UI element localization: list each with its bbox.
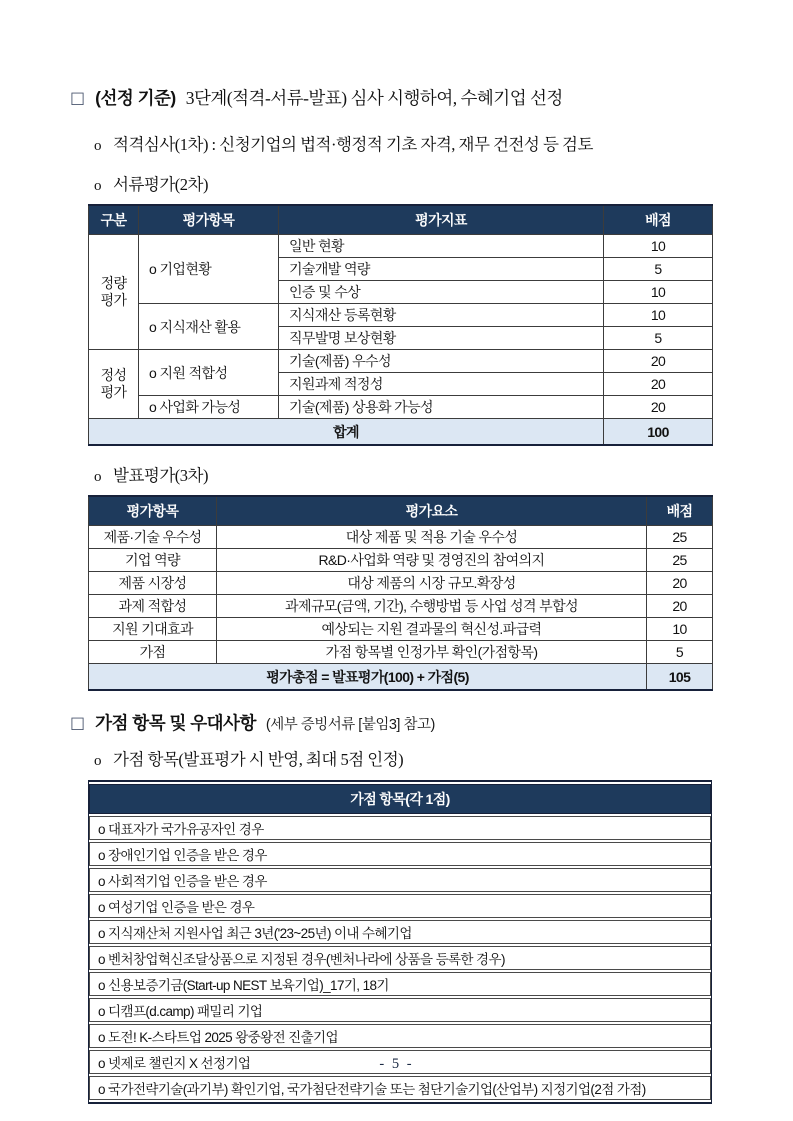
eval-factor-cell: 예상되는 지원 결과물의 혁신성.파급력 — [217, 618, 647, 641]
group-qualitative: 정성평가 — [89, 350, 139, 419]
points-cell: 10 — [604, 281, 713, 304]
table-row — [89, 235, 713, 258]
indicator-cell: 일반 현황 — [279, 235, 604, 258]
table-row — [89, 998, 711, 1022]
eval-item-cell: 제품·기술 우수성 — [89, 526, 217, 549]
points-cell: 25 — [647, 549, 713, 572]
bullet-eligibility-text: 적격심사(1차) : 신청기업의 법적·행정적 기초 자격, 재무 건전성 등 검토 — [113, 135, 593, 154]
total-label: 합계 — [89, 419, 604, 446]
header-bonus-items: 가점 항목(각 1점) — [89, 784, 711, 814]
table-row — [89, 549, 713, 572]
indicator-cell: 직무발명 보상현황 — [279, 327, 604, 350]
bonus-item-cell: o 디캠프(d.camp) 패밀리 기업 — [89, 998, 711, 1022]
indicator-cell: 지식재산 등록현황 — [279, 304, 604, 327]
screening-evaluation-table — [88, 204, 713, 446]
table-row — [89, 868, 711, 892]
eval-item-cell: 가점 — [89, 641, 217, 664]
total-row — [89, 419, 713, 446]
bullet-presentation-text: 발표평가(3차) — [113, 466, 208, 485]
group-quantitative: 정량평가 — [89, 235, 139, 350]
points-cell: 20 — [604, 396, 713, 419]
bullet-document-evaluation — [94, 175, 725, 195]
selection-criteria-description: 3단계(적격-서류-발표) 심사 시행하여, 수혜기업 선정 — [185, 88, 563, 108]
total-label: 평가총점 = 발표평가(100) + 가점(5) — [89, 664, 647, 691]
points-cell: 5 — [604, 327, 713, 350]
table-row — [89, 894, 711, 918]
table-row — [89, 946, 711, 970]
header-eval-item: 평가항목 — [139, 205, 279, 235]
bonus-item-cell: o 대표자가 국가유공자인 경우 — [89, 816, 711, 840]
eval-item-cell: 지원 기대효과 — [89, 618, 217, 641]
header-eval-item: 평가항목 — [89, 496, 217, 526]
bonus-item-cell: o 사회적기업 인증을 받은 경우 — [89, 868, 711, 892]
eval-factor-cell: 대상 제품 및 적용 기술 우수성 — [217, 526, 647, 549]
item-company-status: o 기업현황 — [139, 235, 279, 304]
bullet-presentation-evaluation — [94, 466, 725, 486]
eval-item-cell: 기업 역량 — [89, 549, 217, 572]
table-row — [89, 972, 711, 996]
bullet-eligibility-review — [94, 135, 725, 155]
header-points: 배점 — [647, 496, 713, 526]
o-bullet-icon: o — [94, 138, 101, 154]
o-bullet-icon: o — [94, 178, 101, 194]
bonus-section-title: 가점 항목 및 우대사항 — [95, 713, 256, 733]
bullet-document-text: 서류평가(2차) — [113, 175, 208, 194]
presentation-evaluation-table — [88, 495, 713, 691]
eval-item-cell: 과제 적합성 — [89, 595, 217, 618]
square-bullet-icon: □ — [70, 88, 86, 107]
indicator-cell: 인증 및 수상 — [279, 281, 604, 304]
bonus-item-cell: o 넷제로 챌린지 X 선정기업 — [89, 1050, 711, 1074]
bullet-bonus-text: 가점 항목(발표평가 시 반영, 최대 5점 인정) — [113, 750, 404, 770]
points-cell: 20 — [604, 373, 713, 396]
table-row — [89, 595, 713, 618]
eval-factor-cell: R&D·사업화 역량 및 경영진의 참여의지 — [217, 549, 647, 572]
bullet-bonus-items — [94, 750, 725, 770]
eval-item-cell: 제품 시장성 — [89, 572, 217, 595]
table-row — [89, 1076, 711, 1100]
table-header-row — [89, 496, 713, 526]
table-row — [89, 396, 713, 419]
header-points: 배점 — [604, 205, 713, 235]
points-cell: 20 — [647, 595, 713, 618]
square-bullet-icon: □ — [70, 713, 86, 732]
bonus-item-cell: o 도전! K-스타트업 2025 왕중왕전 진출기업 — [89, 1024, 711, 1048]
points-cell: 5 — [647, 641, 713, 664]
points-cell: 10 — [604, 304, 713, 327]
indicator-cell: 기술(제품) 우수성 — [279, 350, 604, 373]
indicator-cell: 기술(제품) 상용화 가능성 — [279, 396, 604, 419]
bonus-item-cell: o 여성기업 인증을 받은 경우 — [89, 894, 711, 918]
indicator-cell: 기술개발 역량 — [279, 258, 604, 281]
selection-criteria-heading — [70, 88, 725, 109]
points-cell: 5 — [604, 258, 713, 281]
table-row — [89, 350, 713, 373]
total-points: 105 — [647, 664, 713, 691]
table-row — [89, 641, 713, 664]
table-header-row — [89, 205, 713, 235]
table-header-row — [89, 784, 711, 814]
bonus-section-heading — [70, 713, 725, 734]
bonus-item-cell: o 신용보증기금(Start-up NEST 보육기업)_17기, 18기 — [89, 972, 711, 996]
table-row — [89, 572, 713, 595]
table-row — [89, 526, 713, 549]
page-number: - 5 - — [379, 1056, 414, 1072]
item-support-suitability: o 지원 적합성 — [139, 350, 279, 396]
header-eval-factor: 평가요소 — [217, 496, 647, 526]
bonus-section-note: (세부 증빙서류 [붙임3] 참고) — [265, 717, 435, 733]
selection-criteria-title: (선정 기준) — [95, 88, 176, 108]
o-bullet-icon: o — [94, 753, 101, 770]
bonus-item-cell: o 국가전략기술(과기부) 확인기업, 국가첨단전략기술 또는 첨단기술기업(산업부) 지정기업(2점 가점) — [89, 1076, 711, 1100]
points-cell: 10 — [647, 618, 713, 641]
table-row — [89, 618, 713, 641]
points-cell: 20 — [604, 350, 713, 373]
total-row — [89, 664, 713, 691]
points-cell: 25 — [647, 526, 713, 549]
item-ip-utilization: o 지식재산 활용 — [139, 304, 279, 350]
table-row — [89, 816, 711, 840]
o-bullet-icon: o — [94, 469, 101, 485]
header-category: 구분 — [89, 205, 139, 235]
eval-factor-cell: 가점 항목별 인정가부 확인(가점항목) — [217, 641, 647, 664]
eval-factor-cell: 대상 제품의 시장 규모.확장성 — [217, 572, 647, 595]
eval-factor-cell: 과제규모(금액, 기간), 수행방법 등 사업 성격 부합성 — [217, 595, 647, 618]
table-row — [89, 920, 711, 944]
table-row — [89, 842, 711, 866]
bonus-item-cell: o 벤처창업혁신조달상품으로 지정된 경우(벤처나라에 상품을 등록한 경우) — [89, 946, 711, 970]
total-points: 100 — [604, 419, 713, 446]
points-cell: 20 — [647, 572, 713, 595]
table-row — [89, 304, 713, 327]
indicator-cell: 지원과제 적정성 — [279, 373, 604, 396]
points-cell: 10 — [604, 235, 713, 258]
item-commercialization: o 사업화 가능성 — [139, 396, 279, 419]
bonus-item-cell: o 장애인기업 인증을 받은 경우 — [89, 842, 711, 866]
bonus-item-cell: o 지식재산처 지원사업 최근 3년('23~25년) 이내 수혜기업 — [89, 920, 711, 944]
table-row — [89, 1024, 711, 1048]
header-eval-indicator: 평가지표 — [279, 205, 604, 235]
